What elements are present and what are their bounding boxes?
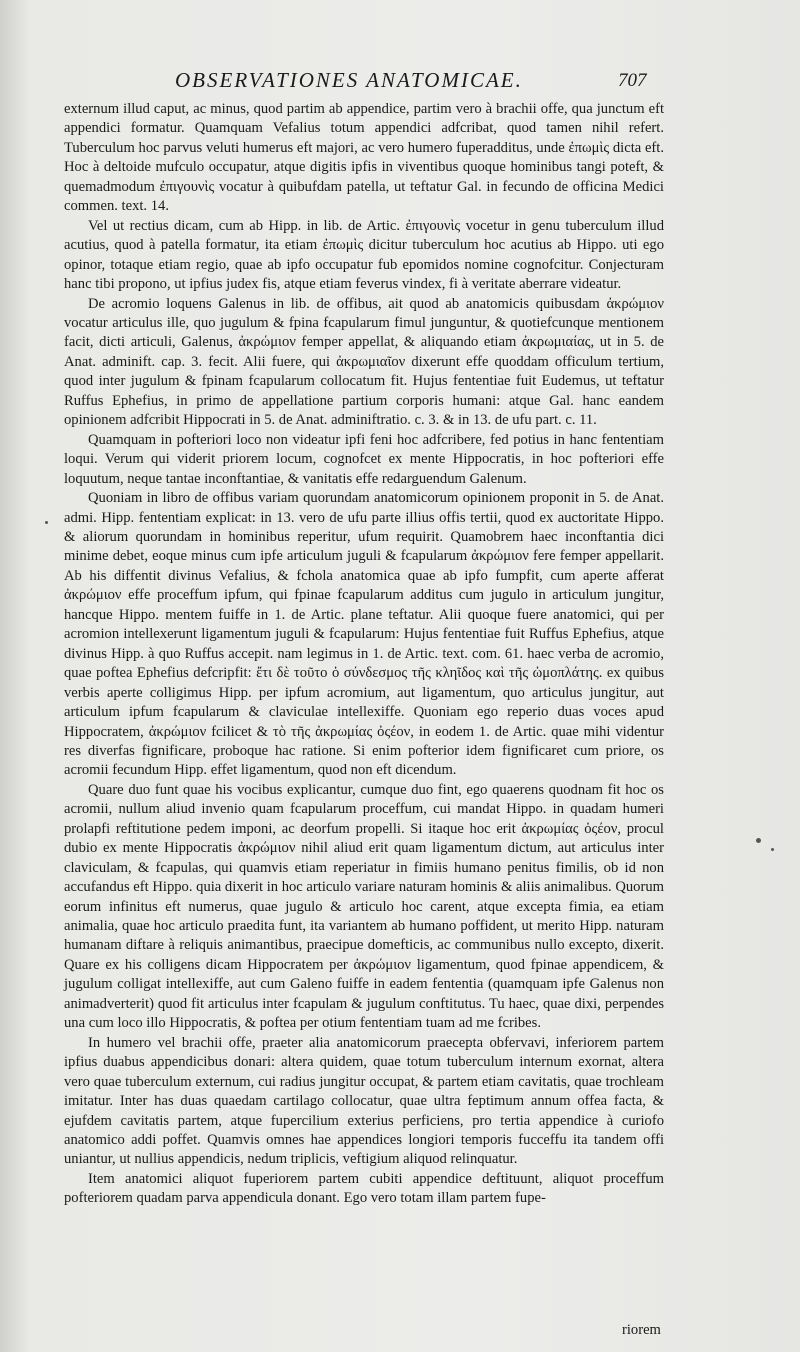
ink-speck	[771, 848, 774, 851]
paragraph: In humero vel brachii offe, praeter alia anatomicorum praecepta obfervavi, inferiorem partem ipfius duabus appendicibus donari: altera quidem, quae totum tuberculum internum exornat, altera vero quae tuberculum externum, cui radius jungitur occupat, & partem etiam cavitatis, quae trochleam imitatur. Inter has duas quaedam cartilago collocatur, quae ultra feptimum annum offea facta, & ejufdem cavitatis partem, atque fupercilium exterius perficiens, pro tertia appendice à curiofo anatomico addi poffet. Quamvis omnes hae appendices longiori temporis fucceffu ita tandem offi uniantur, ut nullius appendicis, nedum triplicis, veftigium aliquod relinquatur.	[64, 1034, 664, 1168]
paragraph: Vel ut rectius dicam, cum ab Hipp. in lib. de Artic. ἐπιγουνὶς vocetur in genu tuberculum illud acutius, quod à patella formatur, ita etiam ἐπωμὶς dicitur tuberculum hoc acutius ab Hippo. uti ego opinor, totaque etiam regio, quae ab ipfo occupatur fub epomidos nomine cognofcitur. Conjecturam hanc tibi propono, ut ipfius judex fis, atque etiam feverus vindex, fi à veritate aberrare videatur.	[64, 217, 664, 293]
body-text	[64, 100, 664, 1209]
paragraph: Quare duo funt quae his vocibus explicantur, cumque duo fint, ego quaerens quodnam fit hoc os acromii, nullum aliud invenio quam fcapularum proceffum, cui mandat Hippo. in quadam humeri prolapfi reftitutione pedem imponi, ac deorfum propelli. Si itaque hoc erit ἀκρωμίας ὀςέον, procul dubio ex mente Hippocratis ἀκρώμιον nihil aliud erit quam ligamentum dictum, aut articulus inter claviculam, & fcapulas, qui quamvis etiam reperiatur in fimiis humano penitus fimilis, ob id non accufandus eft Hippo. quia dixerit in hoc articulo variare naturam hominis & aliis animalibus. Quorum eorum infinitus eft numerus, quae jugulo & articulo hoc carent, atque excepta fimia, ea etiam animalia, quae hoc articulo praedita funt, ita variantem ab humano poffident, ut merito Hipp. naturam humanam diftare à reliquis animantibus, praecipue domefticis, ac communibus nullo excepto, dixerit. Quare ex his colligens dicam Hippocratem per ἀκρώμιον ligamentum, quod fpinae appendicem, & jugulum colligat intellexiffe, aut cum Galeno fuiffe in eadem fententia (quamquam ipfe Galenus non animadverterit) quod fit articulus inter fcapulam & jugulum conftitutus. Tu haec, quae dixi, perpendes una cum loco illo Hippocratis, & poftea per otium fententiam tuam ad me fcribes.	[64, 781, 664, 1032]
paragraph: De acromio loquens Galenus in lib. de offibus, ait quod ab anatomicis quibusdam ἀκρώμιον vocatur articulus ille, quo jugulum & fpina fcapularum fimul junguntur, & quotiefcunque mentionem facit, dicti articuli, Galenus, ἀκρώμιον femper appellat, & aliquando etiam ἀκρωμιαίας, ut in 5. de Anat. adminift. cap. 3. fecit. Alii fuere, qui ἀκρωμιαῖον dixerunt effe quoddam officulum tertium, quod inter jugulum & fpinam fcapularum collocatum fit. Hujus fententiae fuit Eudemus, ut teftatur Ruffus Ephefius, in primo de appellatione partium corporis humani: atque Gal. hanc eandem opinionem adfcribit Hippocrati in 5. de Anat. adminiftratio. c. 3. & in 13. de ufu part. c. 11.	[64, 295, 664, 429]
ink-speck	[756, 838, 761, 843]
paragraph: Item anatomici aliquot fuperiorem partem cubiti appendice deftituunt, aliquot proceffum pofteriorem quadam parva appendicula donant. Ego vero totam illam partem fupe-	[64, 1170, 664, 1207]
running-title: OBSERVATIONES ANATOMICAE.	[175, 68, 523, 92]
catchword: riorem	[622, 1322, 661, 1338]
page-number: 707	[618, 70, 647, 91]
ink-speck	[45, 521, 48, 524]
paragraph: externum illud caput, ac minus, quod partim ab appendice, partim vero à brachii offe, qua junctum eft appendici formatur. Quamquam Vefalius totum appendici adfcribat, quod tamen nihil refert. Tuberculum hoc parvus veluti humerus eft majori, ac vero humero fuperadditus, unde ἐπωμὶς dicta eft. Hoc à deltoide mufculo occupatur, atque digitis ipfis in viventibus quoque hominibus tangi poteft, & quemadmodum ἐπιγουνὶς vocatur à quibufdam patella, ut teftatur Gal. in fecundo de officina Medici commen. text. 14.	[64, 101, 664, 215]
paragraph: Quamquam in pofteriori loco non videatur ipfi feni hoc adfcribere, fed potius in hanc fententiam loqui. Verum qui viderit priorem locum, cognofcet ex mente Hippocratis, in hoc pofteriori effe loquutum, neque tantae inconftantiae, & vanitatis effe redarguendum Galenum.	[64, 431, 664, 487]
page-header	[0, 68, 800, 98]
paragraph: Quoniam in libro de offibus variam quorundam anatomicorum opinionem proponit in 5. de Anat. admi. Hipp. fententiam explicat: in 13. vero de ufu parte illius offis tertii, quod ex auctoritate Hippo. & aliorum quorundam in hominibus reperitur, ufum requirit. Quamobrem haec inconftantia dici minime debet, eoque minus cum ipfe articulum juguli & fcapularum ἀκρώμιον fere femper appellarit. Ab his diffentit divinus Vefalius, & fchola anatomica quae ab ipfo fumpfit, cum aperte afferat ἀκρώμιον effe proceffum ipfum, qui fpinae fcapularum additus cum jugulo in articulum jungitur, hancque Hippo. mentem fuiffe in 1. de Artic. plane teftatur. Alii quoque fuere anatomici, qui per acromion intellexerunt ligamentum juguli & fcapularum: Hujus fententiae fuit Ruffus Ephefius, atque divinus Hipp. à quo Ruffus accepit. nam legimus in 1. de Artic. text. com. 61. haec verba de acromio, quae poftea Ephefius defcripfit: ἔτι δὲ τοῦτο ὁ σύνδεσμος τῆς κληῖδος καὶ τῆς ὠμοπλάτης. ex quibus verbis aperte colligimus Hipp. per ipfum acromium, aut ligamentum, quo articulus jungitur, aut articulum ipfum fcapularum & claviculae intellexiffe. Quoniam ego reperio duas voces apud Hippocratem, ἀκρώμιον fcilicet & τὸ τῆς ἀκρωμίας ὀςέον, in eodem 1. de Artic. quae mihi videntur res diverfas fignificare, proboque hac ratione. Si enim pofterior idem fignificaret cum priore, os acromii fecundum Hipp. effet ligamentum, quod non eft dicendum.	[64, 490, 664, 779]
